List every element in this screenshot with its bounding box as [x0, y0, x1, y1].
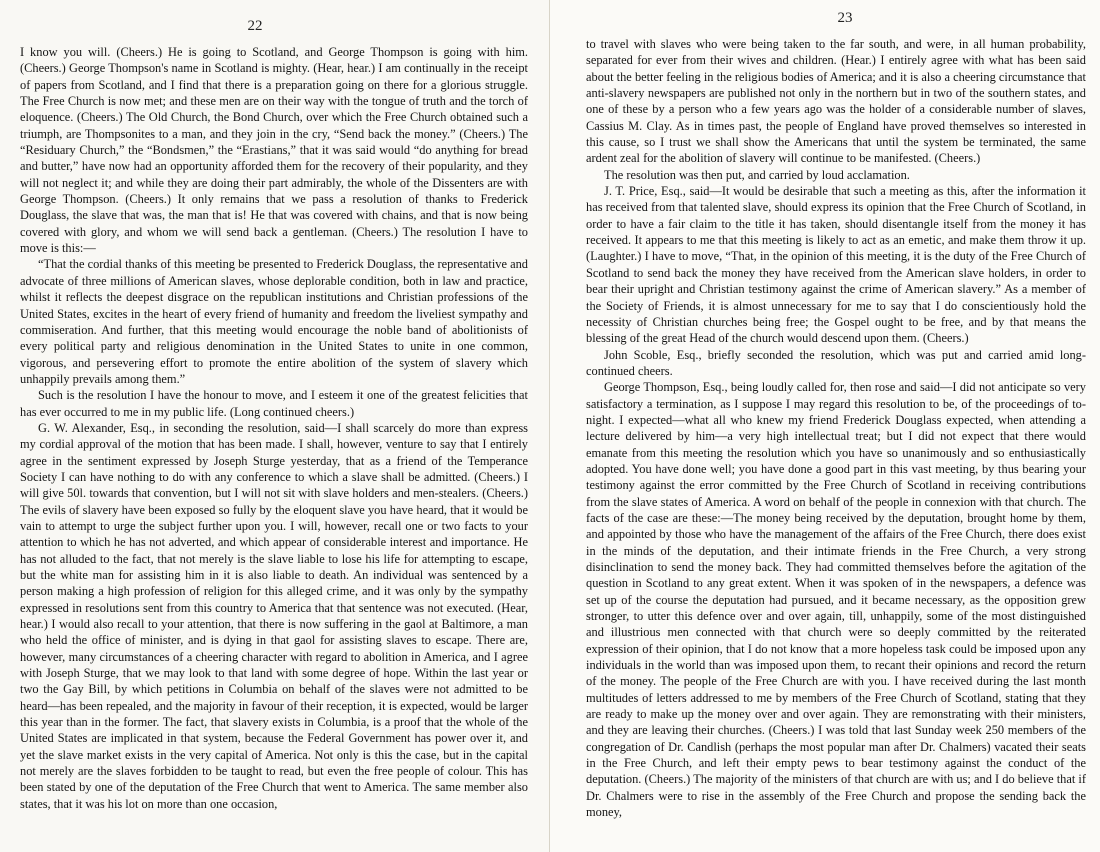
paragraph: G. W. Alexander, Esq., in seconding the resolution, said—I shall scarcely do more than express my cordial approval of the motion that has been made. I shall, however, venture to say that I entirely agree in the sentiment expressed by Joseph Sturge yesterday, that as a friend of the Temperance Society I can have nothing to do with any conference to which a slave shall be admitted. (Cheers.) I will give 50l. towards that convention, but I will not sit with slave holders and men-stealers. (Cheers.) The evils of slavery have been exposed so fully by the eloquent slave you have heard, that it would be vain to attempt to urge the subject further upon you. I will, however, recall one or two facts to your attention to which he has not adverted, and which appear of considerable interest and importance. He has not alluded to the fact, that not merely is the slave liable to lose his life for attempting to escape, but the white man for assisting him in it is also liable to death. An individual was sentenced by a person making a high profession of religion for this alleged crime, and it was only by the sympathy expressed in resolutions sent from this country to America that that sentence was not executed. (Hear, hear.) I would also recall to your attention, that there is now suffering in the gaol at Baltimore, a man who held the office of minister, and is dying in that gaol for assisting slaves to escape. There are, however, many circumstances of a cheering character with regard to abolition in America, and I agree with Joseph Sturge, that we may look to that land with some degree of hope. Within the last year or two the Gay Bill, by which petitions in Columbia on behalf of the slaves were not admitted to be heard—has been repealed, and the majority in favour of their reception, it is expected, would be larger this year than in the former. The fact, that slavery exists in Columbia, is a proof that the whole of the United States are implicated in that system, because the Federal Government has power over it, and yet the slave market exists in the very capital of America. Not only is this the case, but in the capital not merely are the slaves forbidden to be taught to read, but even the free people of colour. This has been stated by one of the deputation of the Free Church that went to America. The same member also states, that it was his lot on more than one occasion, — [20, 420, 528, 811]
page-number-right: 23 — [837, 10, 853, 26]
paragraph: “That the cordial thanks of this meeting be presented to Frederick Douglass, the representative and advocate of three millions of American slaves, whose deplorable condition, both in law and practice, whilst it reflects the deepest disgrace on the republican institutions and Christian professions of the United States, excites in the heart of every friend of humanity and freedom the liveliest sympathy and commiseration. And further, that this meeting would encourage the noble band of abolitionists of every political party and religious denomination in the United States to unite in one common, vigorous, and persevering effort to promote the entire abolition of the system of slavery which unhappily prevails among them.” — [20, 257, 528, 386]
right-page — [550, 0, 1100, 852]
paragraph: to travel with slaves who were being taken to the far south, and were, in all human probability, separated for ever from their wives and children. (Hear.) I entirely agree with what has been said about the better feeling in the religious bodies of America; and it is also a cheering circumstance that anti-slavery newspapers are published not only in the northern but in two of the southern states, and one of these by a person who a few years ago was the holder of a considerable number of slaves, Cassius M. Clay. As in times past, the people of England have proved themselves so interested in this cause, so I trust we shall show the Americans that until the system be terminated, the same ardent zeal for the abolition of slavery will continue to be manifested. (Cheers.) — [586, 37, 1086, 166]
paragraph: John Scoble, Esq., briefly seconded the resolution, which was put and carried amid long-continued cheers. — [586, 347, 1086, 378]
left-page-text — [20, 44, 528, 812]
paragraph: Such is the resolution I have the honour to move, and I esteem it one of the greatest felicities that has ever occurred to me in my public life. (Long continued cheers.) — [20, 388, 528, 419]
paragraph: I know you will. (Cheers.) He is going to Scotland, and George Thompson is going with him. (Cheers.) George Thompson's name in Scotland is mighty. (Hear, hear.) I am continually in the receipt of papers from Scotland, and I find that there is a preparation going on there for a glorious struggle. The Free Church is now met; and these men are on their way with the tongue of truth and the torch of eloquence. (Cheers.) The Old Church, the Bond Church, over which the Free Church obtained such a triumph, are Thompsonites to a man, and they join in the cry, “Send back the money.” (Cheers.) The “Residuary Church,” the “Bondsmen,” the “Erastians,” that it was said would “do anything for bread and butter,” have now had an opportunity afforded them for the recovery of their popularity, and they will not neglect it; and while they are doing their part admirably, the whole of the Dissenters are with George Thompson. (Cheers.) It only remains that we pass a resolution of thanks to Frederick Douglass, the slave that was, the man that is! He that was covered with chains, and that is now being covered with glory, and whom we will send back a gentleman. (Cheers.) The resolution I have to move is this:— — [20, 45, 528, 256]
paragraph: J. T. Price, Esq., said—It would be desirable that such a meeting as this, after the information it has received from that talented slave, should express its opinion that the Free Church of Scotland, in order to have a fair claim to the title it has taken, should disentangle itself from the money it has received. It appears to me that this meeting is likely to act as an emetic, and make them throw it up. (Laughter.) I have to move, “That, in the opinion of this meeting, it is the duty of the Free Church of Scotland to send back the money they have received from the American slave holders, in order to bear their upright and Christian testimony against the crime of American slavery.” As a member of the Society of Friends, it is almost unnecessary for me to say that I do conscientiously hold the necessity of Christian churches being free; the Gospel ought to be free, and by that means the blessing of the great Head of the church would descend upon them. (Cheers.) — [586, 184, 1086, 346]
page-number-left: 22 — [247, 18, 263, 34]
paragraph: George Thompson, Esq., being loudly called for, then rose and said—I did not anticipate so very satisfactory a termination, as I suppose I may regard this resolution to be, of the proceedings of to-night. I expected—what all who knew my friend Frederick Douglass expected, when attending a lecture delivered by him—a very high intellectual treat; but I did not expect that there would emanate from this meeting the resolution which you have so unanimously and so enthusiastically adopted. You have done well; you have done a good part in this vast meeting, by thus bearing your testimony against the error committed by the Free Church of Scotland in receiving contributions from the slave states of America. A word on behalf of the people in connexion with that church. The facts of the case are these:—The money being received by the deputation, brought home by them, and appointed by those who have the management of the affairs of the Free Church, there does exist in the minds of the deputation, and their intimate friends in the Free Church, a very strong disinclination to send the money back. They had committed themselves before the agitation of the question in Scotland to any great extent. When it was spoken of in the newspapers, a defence was set up of the course the deputation had pursued, and it became necessary, as the opposition grew stronger, to utter this defence over and over again, till, unhappily, some of the most distinguished and illustrious men connected with that church were so deeply committed by the reiterated expression of their opinion, that I do not know that a more hopeless task could be imposed upon any individuals in the world than was imposed upon them, to recant their opinions and record the return of the money. The people of the Free Church are with you. I have received during the last month multitudes of letters addressed to me by members of the Free Church of Scotland, stating that they are ready to make up the money over and over again. They are remonstrating with their ministers, and they are leaving their churches. (Cheers.) I was told that last Sunday week 250 members of the congregation of Dr. Candlish (perhaps the most popular man after Dr. Chalmers) vacated their seats in the Free Church, and left their empty pews to bear testimony against the conduct of the deputation. (Cheers.) The majority of the ministers of that church are with us; and I do believe that if Dr. Chalmers were to rise in the assembly of the Free Church and propose the sending back the money, — [586, 380, 1086, 820]
paragraph: The resolution was then put, and carried by loud acclamation. — [604, 167, 910, 182]
right-page-text — [586, 36, 1086, 821]
